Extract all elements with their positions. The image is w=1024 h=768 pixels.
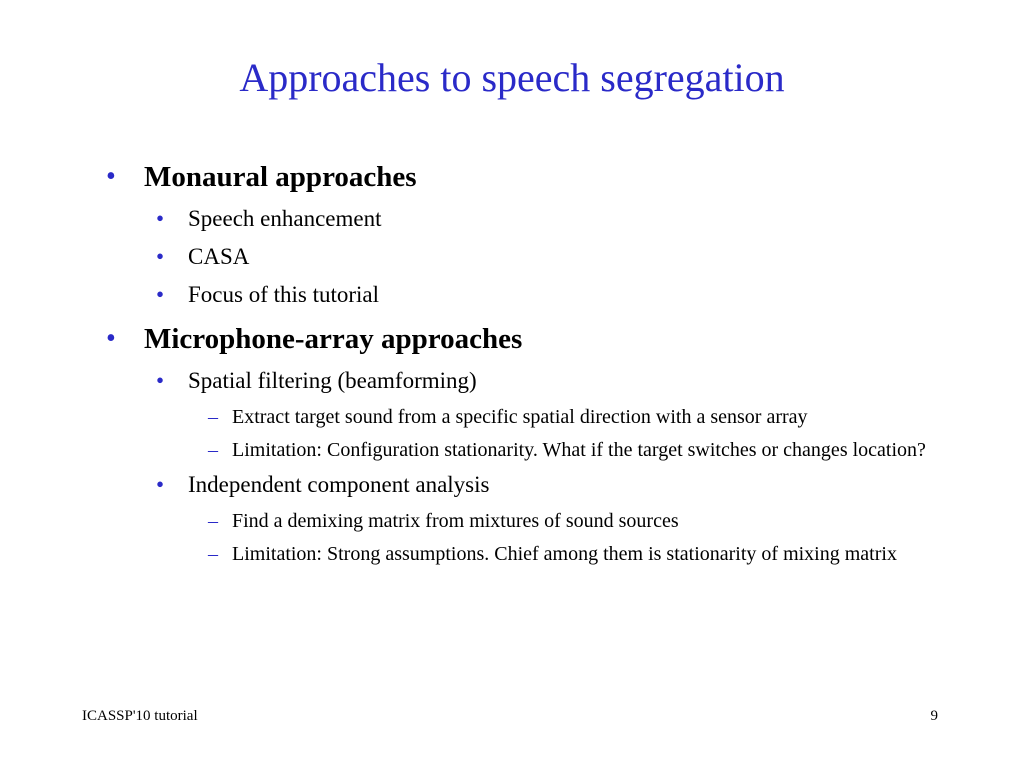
slide-content [0,158,1024,566]
bullet-icon: • [156,282,165,307]
sub-bullet-casa [0,242,1024,272]
footer-label: ICASSP'10 tutorial [82,708,198,724]
dash-text: Extract target sound from a specific spatial direction with a sensor array [232,406,808,428]
dash-item-extract-target [0,405,1024,429]
dash-text: Limitation: Configuration stationarity. What if the target switches or changes location? [232,439,926,461]
bullet-text: Microphone-array approaches [144,323,523,355]
bullet-text: Spatial filtering (beamforming) [188,368,477,393]
bullet-microphone-array-approaches [0,320,1024,358]
dash-icon: – [208,543,218,565]
bullet-text: CASA [188,244,250,269]
slide-title: Approaches to speech segregation [239,55,785,100]
bullet-text: Independent component analysis [188,472,490,497]
bullet-text: Monaural approaches [144,161,417,193]
sub-bullet-focus [0,280,1024,310]
bullet-monaural-approaches [0,158,1024,196]
dash-icon: – [208,406,218,428]
bullet-text: Focus of this tutorial [188,282,380,307]
bullet-icon: • [156,244,165,269]
bullet-text: Speech enhancement [188,206,382,231]
page-number: 9 [930,708,938,724]
dash-icon: – [208,439,218,461]
dash-text: Find a demixing matrix from mixtures of sound sources [232,510,679,532]
sub-bullet-ica [0,470,1024,500]
sub-bullet-spatial-filtering [0,366,1024,396]
bullet-icon: • [156,368,165,393]
bullet-icon: • [156,472,165,497]
bullet-icon: • [106,323,116,354]
bullet-icon: • [156,206,165,231]
sub-bullet-speech-enhancement [0,204,1024,234]
dash-icon: – [208,510,218,532]
bullet-icon: • [106,161,116,192]
dash-item-strong-assumptions [0,542,1024,566]
dash-item-configuration-limitation [0,438,1024,462]
dash-text: Limitation: Strong assumptions. Chief among them is stationarity of mixing matrix [232,543,897,565]
dash-item-demixing-matrix [0,509,1024,533]
